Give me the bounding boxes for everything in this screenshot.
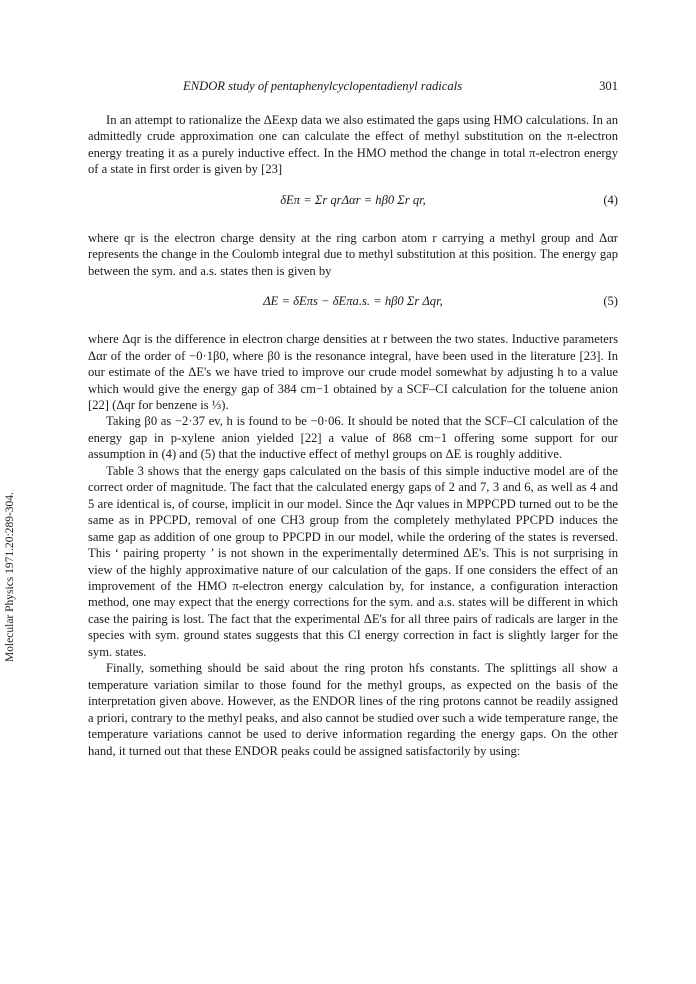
equation-5-expr: ΔE = δEπs − δEπa.s. = hβ0 Σr Δqr, (263, 294, 443, 309)
paragraph-6: Finally, something should be said about the ring proton hfs constants. The splittings all show a temperature variation similar to those found for the methyl groups, as expected on the basis of the interpretation given above. However, as the ENDOR lines of the ring protons cannot be readily assigned a priori, contrary to the methyl peaks, and also cannot be studied over such a wide temperature range, the temperature variations cannot be used to derive information regarding the energy gaps. On the other hand, it turned out that these ENDOR peaks could be assigned satisfactorily by using: (88, 661, 618, 758)
sidebar (4, 0, 24, 984)
paragraph-4: Taking β0 as −2·37 ev, h is found to be −0·06. It should be noted that the SCF–CI calculation of the energy gap in p-xylene anion yielded [22] a value of 868 cm−1 offering some support for our assumption in (4) and (5) that the inductive effect of methyl groups on ΔE is roughly additive. (88, 414, 618, 462)
equation-4-number: (4) (603, 192, 618, 207)
page-number: 301 (599, 79, 618, 93)
running-head-title: ENDOR study of pentaphenylcyclopentadienyl radicals (183, 79, 463, 93)
equation-4-expr: δEπ = Σr qrΔαr = hβ0 Σr qr, (280, 192, 426, 207)
paragraph-2: where qr is the electron charge density at the ring carbon atom r carrying a methyl group and Δαr represents the change in the Coulomb integral due to methyl substitution at this position. The energy gap between the sym. and a.s. states then is given by (88, 230, 618, 278)
paragraph-5: Table 3 shows that the energy gaps calculated on the basis of this simple inductive model are of the correct order of magnitude. The fact that the calculated energy gaps of 2 and 7, 3 and 6, as well as 4 and 5 are identical is, of course, implicit in our model. Since the Δqr values in MPPCPD turned out to be the same as in PPCPD, removal of one CH3 group from the completely methylated PPCPD induces the same gap as addition of one group to PPCPD in our model, while the ordering of the states is reversed. This ‘ pairing property ’ is not shown in the experimentally determined ΔE's. This is not surprising in view of the highly approximative nature of our calculation of the gaps. If one considers the effect of an improvement of the HMO π-electron energy calculation by, for instance, a configuration interaction method, one may expect that the energy corrections for the sym. and a.s. states will be different in which case the pairing is lost. The fact that the experimental ΔE's for all three pairs of radicals are larger in the species with sym. ground states suggests that this CI energy correction in fact is slightly larger for the sym. states. (88, 463, 618, 659)
equation-5 (88, 289, 618, 323)
paragraph-1: In an attempt to rationalize the ΔEexp data we also estimated the gaps using HMO calculations. In an admittedly crude approximation one can calculate the effect of methyl substitution on the π-electron energy treating it as a purely inductive effect. In the HMO method the change in total π-electron energy of a state in first order is given by [23] (88, 113, 618, 177)
equation-4 (88, 188, 618, 222)
running-head (88, 78, 618, 96)
page-content (88, 78, 618, 759)
sidebar-citation: Molecular Physics 1971.20:289-304. (4, 492, 16, 662)
paragraph-3: where Δqr is the difference in electron charge densities at r between the two states. Inductive parameters Δαr of the order of −0·1β0, where β0 is the resonance integral, have been used in the literature [23]. In our estimate of the ΔE's we have tried to improve our crude model somewhat by adjusting h to a value which would give the energy gap of 384 cm−1 obtained by a SCF–CI calculation for the toluene anion [22] (Δqr for benzene is ⅓). (88, 332, 618, 412)
equation-5-number: (5) (603, 294, 618, 309)
